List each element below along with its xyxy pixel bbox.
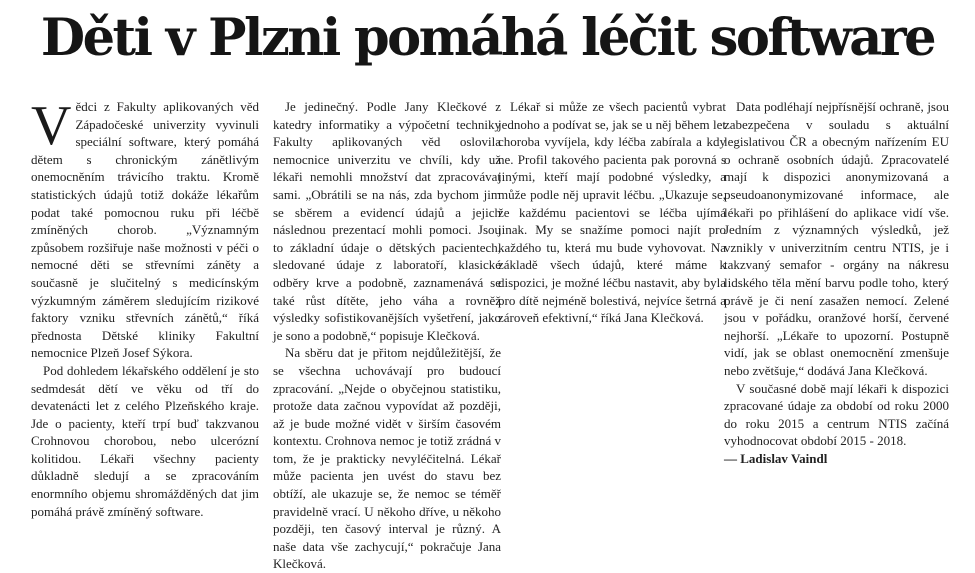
paragraph: Na sběru dat je přitom nejdůležitější, že se všechna uchovávají pro budoucí zpracování. „Nejde o obyčejnou statistiku, protože data začnou vypovídat až později, až je bude možné vidět v širším časovém kontextu. Crohnova nemoc je totiž zrádná v tom, že je prakticky nevyléčitelná. Lékař může pacienta jen uvést do stavu bez obtíží, ale ukazuje se, že nemoc se téměř pravidelně vrací. U někoho dříve, u někoho později, ten časový interval je různý. A naše data vše zachycují,“ pokračuje Jana Klečková. [273, 345, 501, 572]
column-1 [31, 95, 259, 520]
headline: Děti v Plzni pomáhá léčit software [40, 8, 935, 68]
paragraph [31, 95, 259, 362]
drop-cap: V [31, 95, 72, 157]
paragraph: Lékař si může ze všech pacientů vybrat jednoho a podívat se, jak se u něj během let choroba vyvíjela, kdy léčba zabírala a kdy ne. Profil takového pacienta pak porovná s jinými, kteří mají podobné výsledky, a může podle něj upravit léčbu. „Ukazuje se, že každému pacientovi se léčba ujímá jinak. My se snažíme pomoci najít pro každého tu, která mu bude vyhovovat. Na základě všech údajů, které máme k dispozici, je možné léčbu nastavit, aby byla pro dítě nejméně bolestivá, nejvíce šetrná a zároveň efektivní,“ říká Jana Klečková. [498, 99, 726, 326]
column-2 [273, 98, 501, 573]
column-4 [724, 98, 949, 467]
column-3 [498, 98, 726, 327]
paragraph: V současné době mají lékaři k dispozici zpracované údaje za období od roku 2000 do roku 2015 a centrum NTIS začíná vyhodnocovat období 2015 - 2018. [724, 380, 949, 449]
author-byline: — Ladislav Vaindl [724, 450, 828, 466]
paragraph: Pod dohledem lékařského oddělení je sto sedmdesát dětí ve věku od tří do devatenácti let z celého Plzeňského kraje. Jde o pacienty, kteří trpí buď takzvanou Crohnovou chorobou, nebo ulcerózní kolitidou. Lékaři všechny pacienty důkladně sledují a se zpracováním enormního objemu shromážděných dat jim pomáhá právě zmíněný software. [31, 362, 259, 519]
paragraph-text: ědci z Fakulty aplikovaných věd Západočeské univerzity vyvinuli speciální software, který pomáhá dětem s chronickým zánětlivým onemocněním trávicího traktu. Kromě statistických údajů totiž dokáže lékařům podat také pomocnou ruku při léčbě zmíněných chorob. „Významným způsobem rozšiřuje naše možnosti v péči o nemocné děti se střevními záněty a současně je slučitelný s medicínským výzkumným záměrem sledujícím rizikové faktory vzniku střevních zánětů,“ říká přednosta Dětské kliniky Fakultní nemocnice Plzeň Josef Sýkora. [31, 99, 259, 361]
paragraph: Data podléhají nejpřísnější ochraně, jsou zabezpečena v souladu s aktuální legislativou ČR a obecným nařízením EU o ochraně osobních údajů. Zpracovatelé mají k dispozici anonymizovaná a pseudoanonymizované informace, ale lékaři po přihlášení do aplikace vidí vše. Jedním z významných výsledků, jež vznikly v univerzitním centru NTIS, je i takzvaný semafor - orgány na nákresu lidského těla mění barvu podle toho, který právě je či není zasažen nemocí. Zelené jsou v pořádku, oranžové horší, červené nejhorší. „Lékaře to upozorní. Postupně vidí, jak se oblast onemocnění zmenšuje nebo zvětšuje,“ dodává Jana Klečková. [724, 99, 949, 378]
paragraph: Je jedinečný. Podle Jany Klečkové z katedry informatiky a výpočetní techniky Fakulty aplikovaných věd oslovila nemocnice univerzitu ve chvíli, kdy už lékaři nemohli množství dat zpracovávat sami. „Obrátili se na nás, zda bychom jim se sběrem a evidencí údajů a jejich následnou prezentací mohli pomoci. Jsou to základní údaje o dětských pacientech, sledované údaje z laboratoří, klasické odběry krve a podobně, zaznamenává se také růst dítěte, jeho váha a rovněž výsledky sofistikovanějších vyšetření, jako je sono a podobně,“ popisuje Klečková. [273, 99, 501, 343]
